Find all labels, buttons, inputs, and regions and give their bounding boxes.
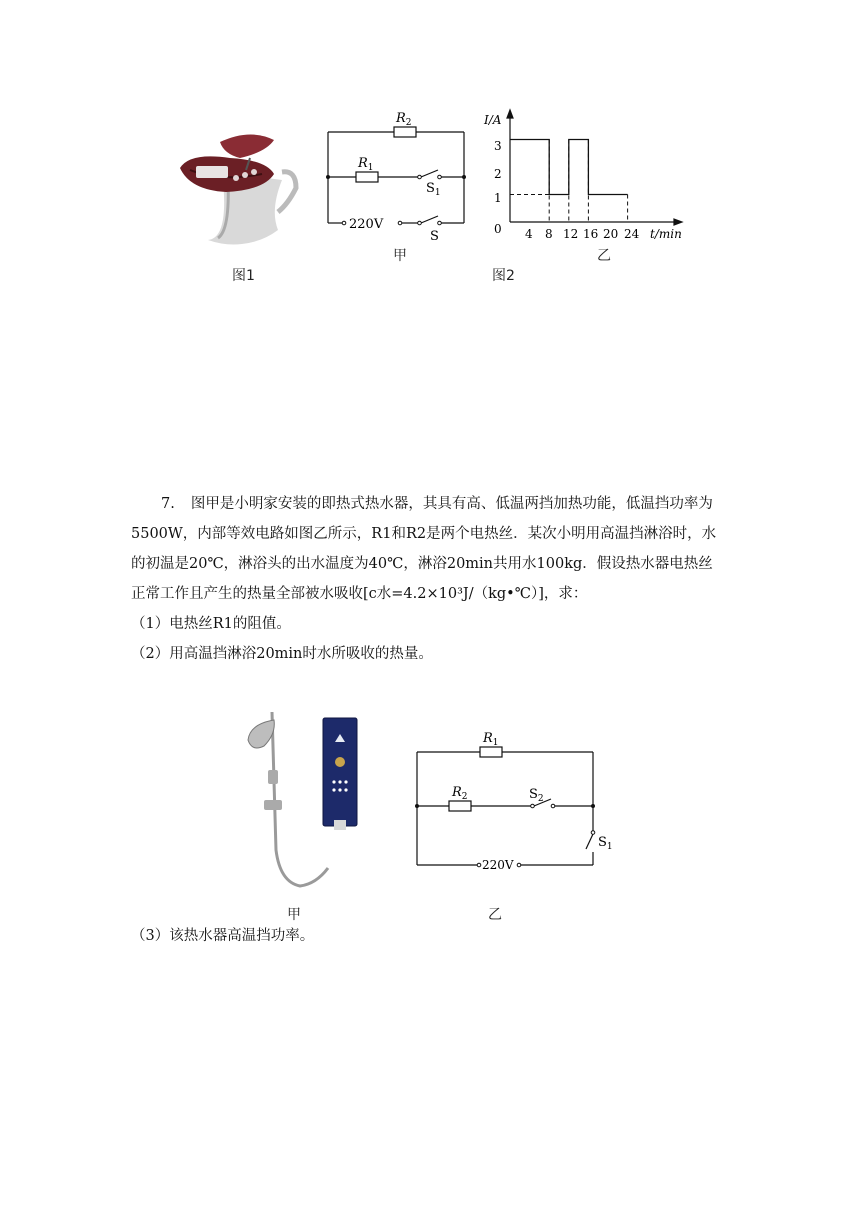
- graph-xlabel: t/min: [650, 227, 682, 241]
- graph-ylabel: I/A: [484, 113, 502, 127]
- graph-caption-yi: 乙: [597, 248, 611, 264]
- y-tick-0: 0: [494, 222, 502, 236]
- x-tick-24: 24: [624, 227, 640, 241]
- figure1-caption: 图1: [232, 268, 255, 284]
- x-tick-4: 4: [525, 227, 533, 241]
- y-tick-1: 1: [494, 191, 502, 205]
- voltage-label: 220V: [349, 217, 384, 232]
- current-time-graph: [478, 106, 693, 246]
- question-2: （2）用高温挡淋浴20min时水所吸收的热量。: [131, 646, 433, 662]
- question-1: （1）电热丝R1的阻值。: [131, 616, 291, 632]
- problem-line-4: 正常工作且产生的热量全部被水吸收[c水=4.2×10³J/（kg•℃）]，求：: [131, 586, 588, 602]
- y-tick-2: 2: [494, 167, 502, 181]
- heater-caption-jia: 甲: [287, 907, 301, 923]
- x-tick-8: 8: [545, 227, 553, 241]
- circuit-caption-yi: 乙: [488, 907, 502, 923]
- water-heater-image: [240, 700, 380, 900]
- problem-7: [131, 489, 751, 669]
- r2-label: $R_2$: [396, 111, 412, 128]
- circuit-diagram-1: [318, 106, 478, 246]
- figure2-caption: 图2: [492, 268, 515, 284]
- r1-label: $R_1$: [358, 156, 374, 173]
- voltage-label-2: 220V: [482, 858, 514, 872]
- circuit-diagram-2: [405, 725, 625, 875]
- x-tick-12: 12: [563, 227, 579, 241]
- s1-label-2: $S_1$: [598, 835, 613, 852]
- rice-cooker-image: [170, 130, 310, 250]
- x-tick-16: 16: [583, 227, 599, 241]
- problem-line-1: 7. 图甲是小明家安装的即热式热水器，其具有高、低温两挡加热功能，低温挡功率为: [161, 496, 713, 512]
- x-tick-20: 20: [603, 227, 619, 241]
- y-tick-3: 3: [494, 139, 502, 153]
- r2-label-2: $R_2$: [452, 785, 468, 802]
- r1-label-2: $R_1$: [483, 731, 499, 748]
- s1-label: $S_1$: [426, 181, 441, 198]
- s2-label: $S_2$: [529, 787, 544, 804]
- circuit-caption-jia: 甲: [393, 248, 407, 264]
- question-3: （3）该热水器高温挡功率。: [131, 928, 315, 944]
- s-label: S: [430, 229, 439, 244]
- problem-number: 7.: [161, 496, 175, 512]
- problem-line-3: 的初温是20℃，淋浴头的出水温度为40℃，淋浴20min共用水100kg．假设热水器电热丝: [131, 556, 713, 572]
- problem-line-2: 5500W，内部等效电路如图乙所示，R1和R2是两个电热丝．某次小明用高温挡淋浴时，水: [131, 526, 717, 542]
